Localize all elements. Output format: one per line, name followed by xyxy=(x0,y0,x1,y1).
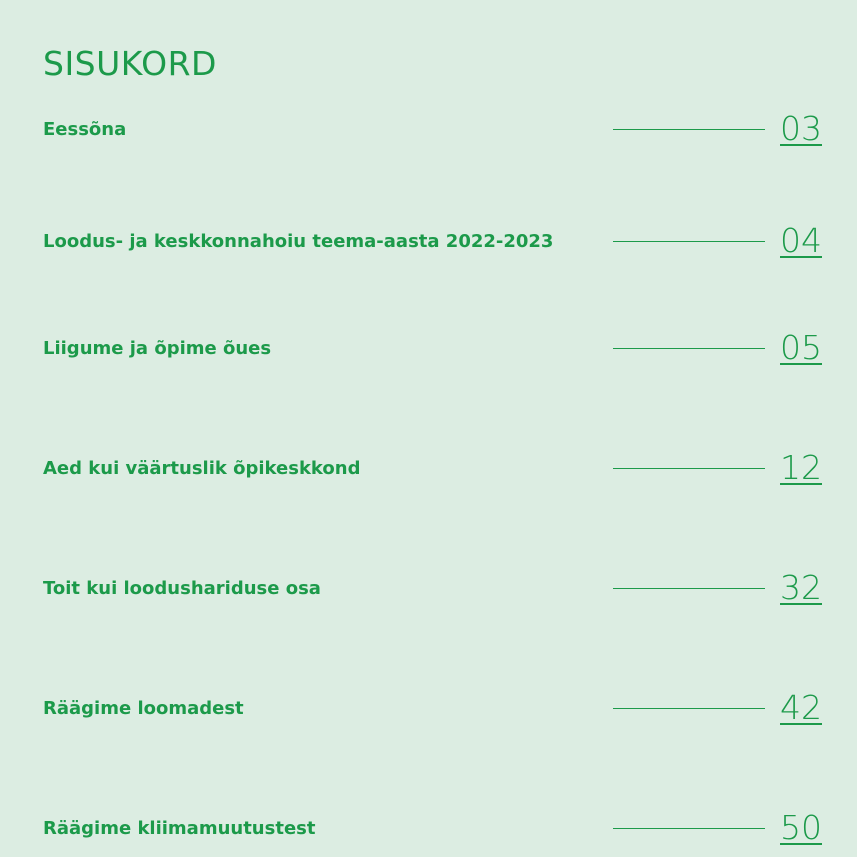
toc-entry-label: Toit kui loodushariduse osa xyxy=(43,578,321,599)
toc-entry-outdoor-learning[interactable] xyxy=(43,329,833,369)
toc-page-link[interactable]: 05 xyxy=(780,328,822,367)
toc-entry-label: Liigume ja õpime õues xyxy=(43,338,272,359)
toc-entry-food[interactable] xyxy=(43,569,833,609)
toc-entry-foreword[interactable] xyxy=(43,110,833,150)
toc-page-link[interactable]: 32 xyxy=(780,568,822,607)
toc-entry-label: Aed kui väärtuslik õpikeskkond xyxy=(43,458,361,479)
leader-line xyxy=(613,129,765,130)
leader-line xyxy=(613,468,765,469)
leader-line xyxy=(613,828,765,829)
toc-page-link[interactable]: 03 xyxy=(780,109,822,148)
page-title: SISUKORD xyxy=(43,44,217,84)
toc-entry-label: Eessõna xyxy=(43,119,127,140)
leader-line xyxy=(613,708,765,709)
toc-entry-label: Räägime kliimamuutustest xyxy=(43,818,316,839)
toc-entry-garden[interactable] xyxy=(43,449,833,489)
leader-line xyxy=(613,241,765,242)
toc-page-link[interactable]: 50 xyxy=(780,808,822,847)
toc-entry-label: Loodus- ja keskkonnahoiu teema-aasta 2022-2023 xyxy=(43,231,554,252)
toc-entry-animals[interactable] xyxy=(43,689,833,729)
toc-page-link[interactable]: 04 xyxy=(780,221,822,260)
toc-entry-theme-year[interactable] xyxy=(43,222,833,262)
leader-line xyxy=(613,348,765,349)
leader-line xyxy=(613,588,765,589)
toc-page-link[interactable]: 42 xyxy=(780,688,822,727)
toc-page-link[interactable]: 12 xyxy=(780,448,822,487)
toc-entry-climate[interactable] xyxy=(43,809,833,849)
toc-entry-label: Räägime loomadest xyxy=(43,698,244,719)
